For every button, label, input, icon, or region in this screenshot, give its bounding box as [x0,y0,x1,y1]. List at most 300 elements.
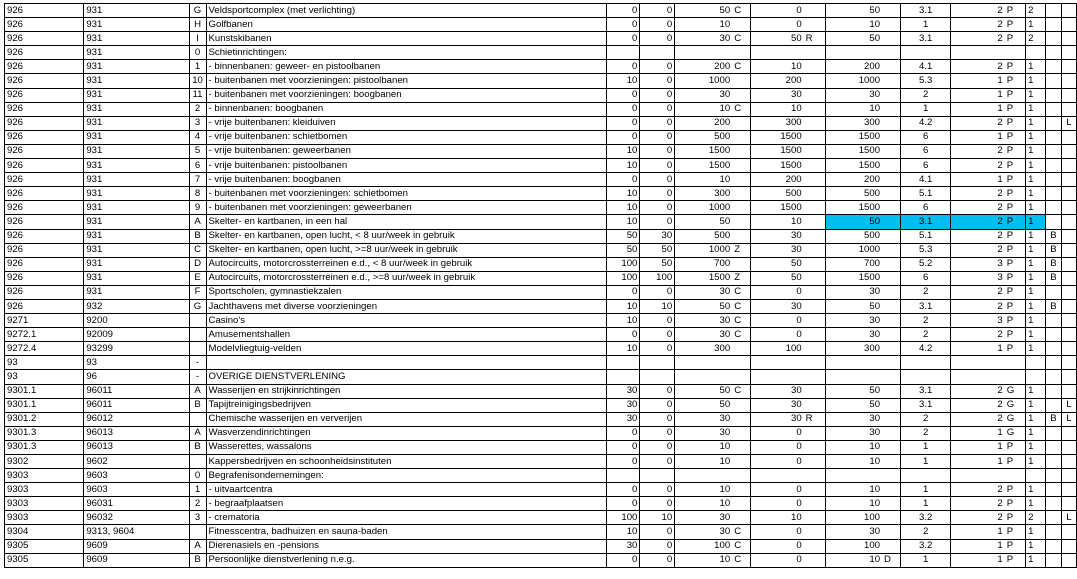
cell-flag-4 [804,356,826,370]
cell-flag-5 [882,356,901,370]
cell-sbi-2008: 96011 [84,384,189,398]
cell-value-6: 3 [950,271,1004,285]
cell-flag-4 [804,539,826,553]
table-row [5,412,1077,426]
cell-value-4: 30 [750,384,804,398]
cell-value-2: 10 [640,299,675,313]
cell-sub-code: A [189,426,206,440]
cell-value-6: 2 [950,285,1004,299]
cell-flag-b [1045,144,1061,158]
cell-value-7: 1 [1026,342,1046,356]
cell-value-6: 2 [950,243,1004,257]
cell-value-6: 1 [950,342,1004,356]
cell-value-4: 10 [750,102,804,116]
cell-flag-6: P [1005,201,1026,215]
cell-value-1: 10 [606,342,640,356]
cell-value-3: 1000 [675,201,733,215]
cell-sbi-2008: 96013 [84,440,189,454]
cell-flag-5 [882,18,901,32]
cell-value-1: 0 [606,285,640,299]
cell-sbi-1993: 9302 [5,455,84,469]
cell-value-7: 2 [1026,511,1046,525]
cell-flag-5 [882,299,901,313]
cell-flag-3 [732,511,750,525]
cell-value-4: 0 [750,553,804,567]
cell-flag-b [1045,469,1061,483]
cell-value-1: 0 [606,553,640,567]
cell-flag-5 [882,271,901,285]
cell-value-2: 0 [640,483,675,497]
cell-value-4: 200 [750,74,804,88]
cell-flag-4 [804,314,826,328]
cell-category: 1 [901,102,951,116]
cell-sbi-2008: 93 [84,356,189,370]
cell-sbi-1993: 926 [5,32,84,46]
cell-flag-3 [732,426,750,440]
cell-value-7 [1026,46,1046,60]
cell-value-4: 10 [750,60,804,74]
cell-flag-3: Z [732,243,750,257]
cell-sbi-1993: 926 [5,144,84,158]
cell-flag-b [1045,159,1061,173]
cell-flag-5 [882,201,901,215]
cell-value-4: 30 [750,299,804,313]
cell-category: 4.2 [901,342,951,356]
cell-flag-4 [804,243,826,257]
cell-value-6: 2 [950,32,1004,46]
cell-sbi-2008: 9609 [84,553,189,567]
cell-value-5: 30 [826,88,883,102]
cell-flag-6 [1005,469,1026,483]
cell-value-1: 100 [606,271,640,285]
cell-flag-6: P [1005,74,1026,88]
cell-flag-b [1045,356,1061,370]
cell-sbi-2008: 931 [84,102,189,116]
cell-value-7: 1 [1026,398,1046,412]
cell-value-3: 10 [675,483,733,497]
cell-value-4: 0 [750,285,804,299]
cell-flag-5 [882,229,901,243]
cell-category: 6 [901,159,951,173]
cell-flag-l [1061,539,1076,553]
cell-flag-5 [882,455,901,469]
cell-flag-l [1061,426,1076,440]
cell-flag-b [1045,539,1061,553]
cell-value-4: 0 [750,426,804,440]
cell-sub-code: B [189,229,206,243]
cell-value-6: 1 [950,455,1004,469]
table-row [5,88,1077,102]
cell-value-7: 1 [1026,60,1046,74]
cell-flag-b [1045,74,1061,88]
cell-value-4: 0 [750,18,804,32]
cell-value-3: 30 [675,88,733,102]
cell-value-7: 1 [1026,539,1046,553]
cell-value-3: 30 [675,314,733,328]
cell-flag-4 [804,285,826,299]
cell-flag-3 [732,130,750,144]
cell-category: 2 [901,525,951,539]
cell-flag-b: B [1045,257,1061,271]
cell-flag-5 [882,102,901,116]
cell-description: - crematoria [206,511,606,525]
cell-category: 6 [901,271,951,285]
cell-description: Wasserijen en strijkinrichtingen [206,384,606,398]
cell-value-6: 2 [950,483,1004,497]
cell-description: - begraafplaatsen [206,497,606,511]
cell-category: 5.3 [901,74,951,88]
cell-value-2: 0 [640,412,675,426]
cell-value-5: 500 [826,229,883,243]
cell-description: - vrije buitenbanen: boogbanen [206,173,606,187]
cell-flag-6: P [1005,32,1026,46]
cell-sbi-1993: 9303 [5,469,84,483]
cell-flag-l [1061,187,1076,201]
cell-sub-code [189,455,206,469]
cell-flag-4: R [804,32,826,46]
cell-flag-3 [732,356,750,370]
cell-sbi-1993: 926 [5,299,84,313]
cell-category: 2 [901,88,951,102]
cell-flag-5 [882,511,901,525]
cell-sbi-2008: 931 [84,18,189,32]
cell-flag-6 [1005,46,1026,60]
cell-description: Skelter- en kartbanen, open lucht, >=8 uur/week in gebruik [206,243,606,257]
cell-flag-l [1061,130,1076,144]
cell-description: Kappersbedrijven en schoonheidsinstituten [206,455,606,469]
cell-value-4: 1500 [750,130,804,144]
cell-flag-6: P [1005,299,1026,313]
cell-value-1: 10 [606,201,640,215]
cell-flag-3: C [732,539,750,553]
table-row [5,215,1077,229]
cell-description: Autocircuits, motorcrossterreinen e.d., < 8 uur/week in gebruik [206,257,606,271]
cell-value-7: 1 [1026,426,1046,440]
cell-value-5: 1500 [826,201,883,215]
cell-value-1 [606,356,640,370]
table-row [5,525,1077,539]
cell-flag-5 [882,328,901,342]
cell-flag-4 [804,525,826,539]
cell-value-1: 10 [606,74,640,88]
cell-sbi-1993: 926 [5,116,84,130]
cell-category: 3.1 [901,4,951,18]
cell-flag-3: C [732,384,750,398]
cell-value-3: 10 [675,102,733,116]
cell-sbi-1993: 9301.2 [5,412,84,426]
cell-sbi-1993: 926 [5,243,84,257]
cell-value-5: 50 [826,32,883,46]
cell-flag-b [1045,328,1061,342]
cell-flag-4 [804,497,826,511]
cell-flag-l [1061,342,1076,356]
cell-value-6: 2 [950,511,1004,525]
cell-value-6: 2 [950,398,1004,412]
cell-value-1: 0 [606,440,640,454]
cell-description: Wasverzendinrichtingen [206,426,606,440]
cell-value-5: 10 [826,455,883,469]
cell-flag-4 [804,4,826,18]
cell-value-5: 10 [826,440,883,454]
cell-flag-b: B [1045,229,1061,243]
cell-flag-5 [882,525,901,539]
cell-flag-5 [882,412,901,426]
cell-value-4: 0 [750,483,804,497]
table-row [5,187,1077,201]
cell-sub-code: 10 [189,74,206,88]
cell-value-3: 10 [675,18,733,32]
cell-description: Golfbanen [206,18,606,32]
cell-sub-code: 8 [189,187,206,201]
cell-sbi-2008: 931 [84,159,189,173]
cell-flag-b: B [1045,299,1061,313]
cell-category: 6 [901,201,951,215]
cell-value-4 [750,46,804,60]
cell-value-6: 1 [950,525,1004,539]
cell-value-2: 0 [640,215,675,229]
cell-flag-4 [804,201,826,215]
cell-value-7: 1 [1026,525,1046,539]
cell-value-3: 10 [675,553,733,567]
cell-value-7: 1 [1026,173,1046,187]
cell-sbi-1993: 926 [5,102,84,116]
cell-flag-6: G [1005,412,1026,426]
cell-value-3: 100 [675,539,733,553]
cell-value-5: 50 [826,299,883,313]
cell-value-1: 100 [606,257,640,271]
cell-flag-l [1061,370,1076,384]
cell-value-1: 0 [606,102,640,116]
cell-value-6: 1 [950,539,1004,553]
cell-value-7: 1 [1026,285,1046,299]
cell-value-4: 1500 [750,144,804,158]
cell-category: 3.1 [901,215,951,229]
cell-value-5: 1000 [826,243,883,257]
cell-sub-code: 7 [189,173,206,187]
cell-value-2: 0 [640,342,675,356]
cell-value-2: 30 [640,229,675,243]
cell-flag-3: C [732,314,750,328]
cell-sbi-2008: 9602 [84,455,189,469]
cell-sub-code: A [189,539,206,553]
cell-flag-4 [804,46,826,60]
cell-flag-3 [732,88,750,102]
cell-flag-l [1061,483,1076,497]
cell-flag-6: P [1005,342,1026,356]
cell-value-3: 200 [675,116,733,130]
table-row [5,173,1077,187]
cell-sbi-1993: 9272.1 [5,328,84,342]
cell-value-5: 200 [826,60,883,74]
cell-value-4: 200 [750,173,804,187]
cell-value-6: 1 [950,74,1004,88]
cell-value-1: 0 [606,4,640,18]
cell-value-1: 0 [606,32,640,46]
cell-sbi-1993: 926 [5,4,84,18]
cell-flag-l [1061,88,1076,102]
cell-flag-b [1045,116,1061,130]
cell-flag-4 [804,342,826,356]
cell-flag-3 [732,144,750,158]
cell-value-4: 30 [750,412,804,426]
cell-flag-l [1061,271,1076,285]
cell-value-6 [950,46,1004,60]
cell-sbi-1993: 926 [5,60,84,74]
cell-flag-l [1061,328,1076,342]
cell-value-7: 1 [1026,201,1046,215]
table-row [5,130,1077,144]
cell-sub-code: I [189,32,206,46]
cell-value-6: 2 [950,60,1004,74]
cell-category: 5.2 [901,257,951,271]
cell-value-1 [606,46,640,60]
cell-value-4: 1500 [750,159,804,173]
cell-value-1: 50 [606,229,640,243]
cell-value-2: 0 [640,74,675,88]
cell-flag-l [1061,215,1076,229]
cell-sbi-1993: 926 [5,173,84,187]
cell-flag-b [1045,88,1061,102]
cell-flag-l: L [1061,511,1076,525]
cell-value-7: 1 [1026,299,1046,313]
cell-flag-5 [882,483,901,497]
cell-flag-3 [732,116,750,130]
cell-flag-6: P [1005,229,1026,243]
cell-flag-6: G [1005,426,1026,440]
cell-flag-4 [804,229,826,243]
cell-value-6: 2 [950,187,1004,201]
cell-description: - uitvaartcentra [206,483,606,497]
table-row [5,159,1077,173]
cell-value-1: 0 [606,88,640,102]
cell-value-4: 30 [750,398,804,412]
cell-value-4: 0 [750,539,804,553]
cell-value-7: 1 [1026,229,1046,243]
cell-sbi-1993: 926 [5,46,84,60]
cell-flag-4 [804,60,826,74]
cell-value-7: 1 [1026,440,1046,454]
cell-value-2: 0 [640,525,675,539]
cell-flag-6: G [1005,398,1026,412]
cell-value-7: 1 [1026,455,1046,469]
cell-value-5: 10 [826,497,883,511]
cell-value-2: 50 [640,257,675,271]
cell-value-2: 0 [640,60,675,74]
cell-value-4: 0 [750,497,804,511]
cell-value-2: 0 [640,398,675,412]
cell-flag-6: P [1005,328,1026,342]
cell-value-3 [675,356,733,370]
cell-value-6: 1 [950,553,1004,567]
cell-value-6: 2 [950,229,1004,243]
cell-value-2: 0 [640,384,675,398]
cell-value-6 [950,370,1004,384]
cell-value-4: 10 [750,215,804,229]
cell-description: Skelter- en kartbanen, in een hal [206,215,606,229]
cell-flag-b [1045,342,1061,356]
table-row [5,74,1077,88]
cell-description: - buitenbanen met voorzieningen: boogbanen [206,88,606,102]
table-row [5,144,1077,158]
cell-flag-3 [732,229,750,243]
cell-value-2: 0 [640,553,675,567]
cell-flag-b [1045,370,1061,384]
cell-category: 3.1 [901,299,951,313]
cell-value-7: 1 [1026,88,1046,102]
cell-flag-5 [882,116,901,130]
cell-flag-6: P [1005,116,1026,130]
cell-flag-b [1045,483,1061,497]
cell-sbi-2008: 931 [84,130,189,144]
cell-value-1: 0 [606,60,640,74]
cell-flag-5 [882,370,901,384]
cell-value-7: 1 [1026,384,1046,398]
cell-value-3: 30 [675,426,733,440]
cell-value-4: 0 [750,525,804,539]
table-row [5,440,1077,454]
cell-value-1: 0 [606,130,640,144]
cell-flag-b [1045,4,1061,18]
cell-value-5: 1500 [826,159,883,173]
cell-value-6: 2 [950,116,1004,130]
cell-sbi-2008: 96013 [84,426,189,440]
cell-value-1: 10 [606,314,640,328]
cell-value-1: 50 [606,243,640,257]
cell-sbi-2008: 9609 [84,539,189,553]
cell-flag-4 [804,102,826,116]
cell-flag-b [1045,285,1061,299]
cell-flag-5 [882,497,901,511]
cell-description: Autocircuits, motorcrossterreinen e.d., >=8 uur/week in gebruik [206,271,606,285]
cell-sub-code: B [189,440,206,454]
cell-value-1 [606,469,640,483]
cell-sub-code: 3 [189,511,206,525]
cell-flag-5 [882,440,901,454]
cell-sbi-2008: 96031 [84,497,189,511]
cell-flag-6: P [1005,187,1026,201]
cell-value-3: 30 [675,412,733,426]
cell-value-2: 100 [640,271,675,285]
cell-value-5: 10 [826,18,883,32]
cell-flag-b [1045,102,1061,116]
cell-value-5: 100 [826,539,883,553]
cell-flag-l [1061,229,1076,243]
cell-sub-code: B [189,398,206,412]
cell-value-2: 0 [640,201,675,215]
cell-flag-l [1061,60,1076,74]
cell-description: Veldsportcomplex (met verlichting) [206,4,606,18]
cell-sub-code: 1 [189,60,206,74]
cell-flag-3 [732,412,750,426]
cell-sbi-1993: 926 [5,285,84,299]
cell-flag-3 [732,46,750,60]
cell-flag-4 [804,455,826,469]
cell-value-3 [675,46,733,60]
cell-flag-5 [882,46,901,60]
cell-flag-3: C [732,553,750,567]
cell-flag-4 [804,483,826,497]
cell-flag-3: C [732,328,750,342]
cell-category: 1 [901,18,951,32]
cell-sbi-2008: 9603 [84,469,189,483]
cell-value-3: 200 [675,60,733,74]
cell-value-7: 2 [1026,4,1046,18]
cell-flag-4 [804,469,826,483]
cell-sub-code: C [189,243,206,257]
cell-value-7: 1 [1026,553,1046,567]
cell-flag-4 [804,398,826,412]
cell-sbi-2008: 96012 [84,412,189,426]
